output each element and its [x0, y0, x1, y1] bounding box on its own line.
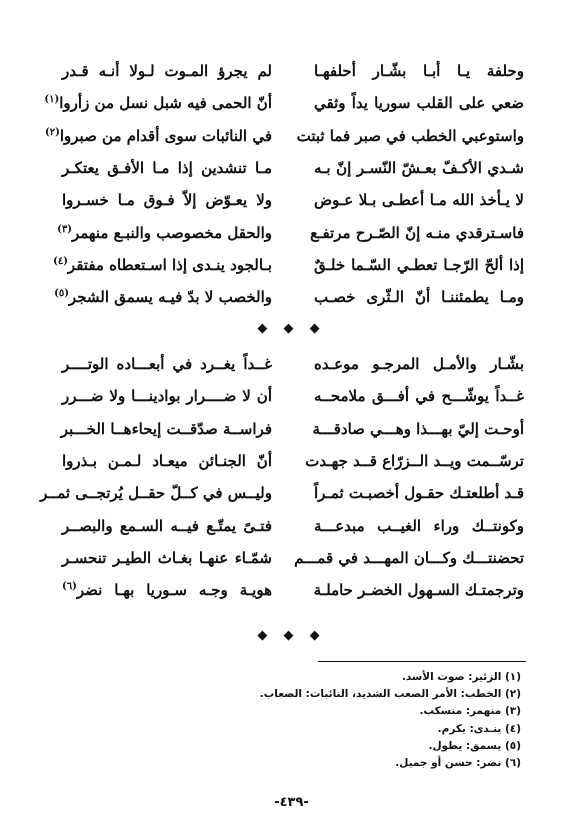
footnote: (٣) منهمر: منسكب. [419, 705, 521, 718]
verse-second-hemistich [62, 159, 272, 177]
verse-line [62, 542, 524, 574]
footnote-marker: (٦) [62, 581, 77, 593]
verse-first-hemistich: فاسـترقدي منـه إنّ الصّـرح مرتفـع [310, 223, 524, 242]
verse-text: لم يجرؤ المـوت لـولا أنـه قـدر [62, 62, 272, 81]
verse-first-hemistich: وحلفة يـا أبـا بشّـار أحلفهـا [314, 62, 524, 81]
verse-text: أنّ الجنـائن ميعـاد لـمـن بـذروا [62, 452, 272, 471]
poem-section-1 [44, 55, 524, 313]
verse-line [62, 152, 524, 184]
verse-text: فتـىً يمتّـع فيــه السـمع والبصــر [62, 516, 272, 535]
verse-second-hemistich [62, 387, 272, 405]
verse-first-hemistich: قـد أطلعتـك حقـول أخصبـت ثمـراً [314, 484, 524, 503]
verse-line [62, 184, 524, 216]
verse-line [62, 413, 524, 445]
verse-line [44, 87, 524, 119]
verse-second-hemistich [62, 420, 272, 438]
footnote: (٤) ينـدى: يكرم. [437, 722, 521, 735]
footnote-marker: (٣) [57, 223, 72, 235]
verse-second-hemistich [45, 126, 272, 145]
verse-first-hemistich: تحضنتـــك وكـــان المهـــد في قمـــم [294, 548, 524, 567]
verse-second-hemistich [44, 94, 272, 113]
section-separator-1: ◆ ◆ ◆ [257, 321, 326, 336]
footnote: (٥) يسمق: يطول. [428, 739, 521, 752]
verse-text: ولا يعـوّض إلاّ فـوق مـا خسـروا [62, 191, 272, 210]
verse-text: بـالجود ينـدى إذا اسـتعطاه مفتقر [67, 255, 272, 274]
verse-line [57, 216, 524, 248]
verse-first-hemistich: وترجمتـك السـهول الخضـر حاملـة [313, 581, 524, 600]
verse-text: شمّـاء عنهـا بغـاث الطيـر تنحسـر [62, 548, 272, 567]
verse-second-hemistich [53, 255, 272, 274]
verse-first-hemistich: واستوعبي الخطب في صبر فما ثبتت [296, 126, 524, 145]
verse-text: أن لا ضــــرار بوادينـــا ولا ضـــرر [62, 387, 272, 406]
verse-first-hemistich: لا يـأخذ الله مـا أعطـى بـلا عـوض [314, 191, 524, 210]
verse-line [45, 120, 524, 152]
footnote: (٦) نضر: حسن أو جميل. [395, 756, 521, 769]
verse-first-hemistich: شـدي الأكـفّ بعـشّ النّسـر إنّ بـه [314, 159, 524, 178]
verse-second-hemistich [62, 191, 272, 209]
poem-section-2 [40, 348, 524, 606]
verse-line [62, 348, 524, 380]
verse-text: في النائبات سوى أقدام من صبروا [59, 126, 272, 145]
verse-second-hemistich [62, 355, 272, 373]
footnote: (١) الزئير: صوت الأسد. [401, 671, 521, 683]
footnotes [161, 669, 521, 772]
verse-first-hemistich: ضعي على القلب سوريا يداً وثقي [314, 94, 524, 113]
verse-text: والحقل مخصوصب والنبـع منهمر [71, 223, 272, 242]
verse-second-hemistich [40, 484, 272, 503]
verse-first-hemistich: وكونتــك وراء الغيــب مبدعـــة [314, 516, 524, 535]
verse-first-hemistich: إذا ألحّ الرّجـا تعطـي السّـما خلـقٌ [314, 255, 524, 274]
verse-first-hemistich: أوحـت إليّ بهـــذا وهـــي صادقـــة [312, 419, 524, 438]
verse-second-hemistich [62, 452, 272, 470]
verse-line [62, 574, 524, 606]
verse-first-hemistich: بشّـار والأمـل المرجـو موعـده [314, 355, 524, 374]
verse-text: والخصب لا بدّ فيـه يسمق الشجر [68, 288, 272, 307]
verse-second-hemistich [62, 62, 272, 80]
verse-line [53, 249, 524, 281]
verse-second-hemistich [62, 517, 272, 535]
footnote-marker: (٢) [45, 126, 60, 138]
verse-second-hemistich [62, 549, 272, 567]
footnote-marker: (٤) [53, 255, 68, 267]
verse-line [62, 55, 524, 87]
verse-second-hemistich [62, 581, 272, 599]
verse-first-hemistich: ترسّــمت ويــد الــزرّاع قــد جهـدت [305, 452, 524, 471]
verse-line [40, 477, 524, 509]
verse-line [62, 509, 524, 541]
verse-second-hemistich [54, 288, 272, 307]
verse-second-hemistich [57, 223, 272, 242]
verse-text: فراســة صدّقــت إيحاءهــا الخـــبر [60, 419, 272, 438]
page-number: -٤٣٩- [274, 795, 309, 810]
verse-line [62, 380, 524, 412]
footnote-marker: (١) [44, 94, 60, 106]
verse-first-hemistich: ومـا يطمئننـا أنّ الـثّرى خصـب [314, 288, 524, 307]
verse-text: غــداً يغــرد في أبعـــاده الوتــــر [62, 355, 272, 374]
verse-text: أنّ الحمى فيه شبل نسل من زأروا [59, 94, 272, 113]
footnote: (٢) الخطب: الأمر الصعب الشديد، النائبات: الصعاب. [259, 688, 521, 701]
verse-first-hemistich: غــداً يوشّـــح في أفـــق ملامحــه [314, 387, 524, 406]
verse-text: وليــس في كــلّ حقــل يُرتجــى ثمــر [40, 484, 272, 503]
verse-line [62, 445, 524, 477]
verse-line [54, 281, 524, 313]
verse-text: مـا تنشدين إذا مـا الأفـق يعتكـر [62, 159, 272, 178]
section-separator-2: ◆ ◆ ◆ [257, 628, 326, 643]
footnote-marker: (٥) [54, 288, 69, 300]
verse-text: هويـة وجـه سـوريا بهـا نضر [76, 581, 272, 600]
footnote-rule [318, 661, 526, 662]
